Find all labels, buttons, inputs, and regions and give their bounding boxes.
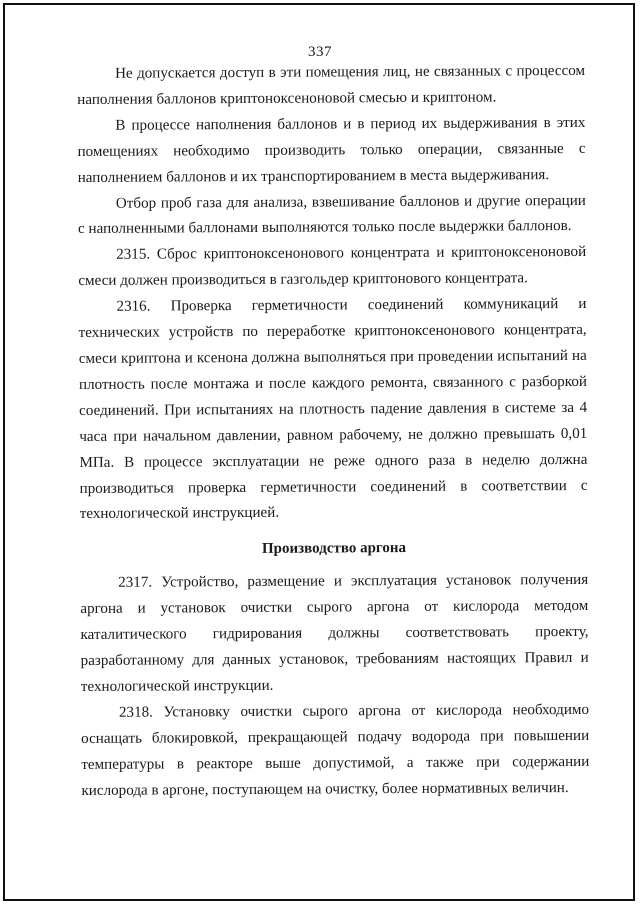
paragraph-gas-sampling: Отбор проб газа для анализа, взвешивание баллонов и другие операции с наполненными баллонами выполняются только после выдержки баллонов. [77,192,586,238]
paragraph-2317: 2317. Устройство, размещение и эксплуатация установок получения аргона и установок очистки сырого аргона от кислорода методом каталитического гидрирования должны соответствовать проекту, разработанному для данных установок, требованиям настоящих Правил и технологической инструкции. [80,572,589,695]
page-number: 337 [308,44,332,60]
document-body [77,59,590,805]
paragraph-access-restriction: Не допускается доступ в эти помещения лиц, не связанных с процессом наполнения баллонов криптоноксеноновой смесью и криптоном. [77,62,586,108]
paragraph-filling-operations: В процессе наполнения баллонов и в период их выдерживания в этих помещениях необходимо производить только операции, связанные с наполнением баллонов и их транспортированием в места выдерживания. [77,114,586,186]
paragraph-2316: 2316. Проверка герметичности соединений коммуникаций и технических устройств по переработке криптоноксенонового концентрата, смеси криптона и ксенона должна выполняться при проведении испытаний на плотность после монтажа и после каждого ремонта, связанного с разборкой соединений. При испытаниях на плотность падение давления в системе за 4 часа при начальном давлении, равном рабочему, не должно превышать 0,01 МПа. В процессе эксплуатации не реже одного раза в неделю должна производиться проверка герметичности соединений в соответствии с технологической инструкцией. [78,296,588,523]
paragraph-2315: 2315. Сброс криптоноксенонового концентрата и криптоноксеноновой смеси должен производиться в газгольдер криптонового концентрата. [78,244,587,290]
section-heading: Производство аргона [261,540,407,558]
paragraph-2318: 2318. Установку очистки сырого аргона от кислорода необходимо оснащать блокировкой, прекращающей подачу водорода при повышении температуры в реакторе выше допустимой, а также при содержании кислорода в аргоне, поступающем на очистку, более нормативных величин. [81,701,590,799]
